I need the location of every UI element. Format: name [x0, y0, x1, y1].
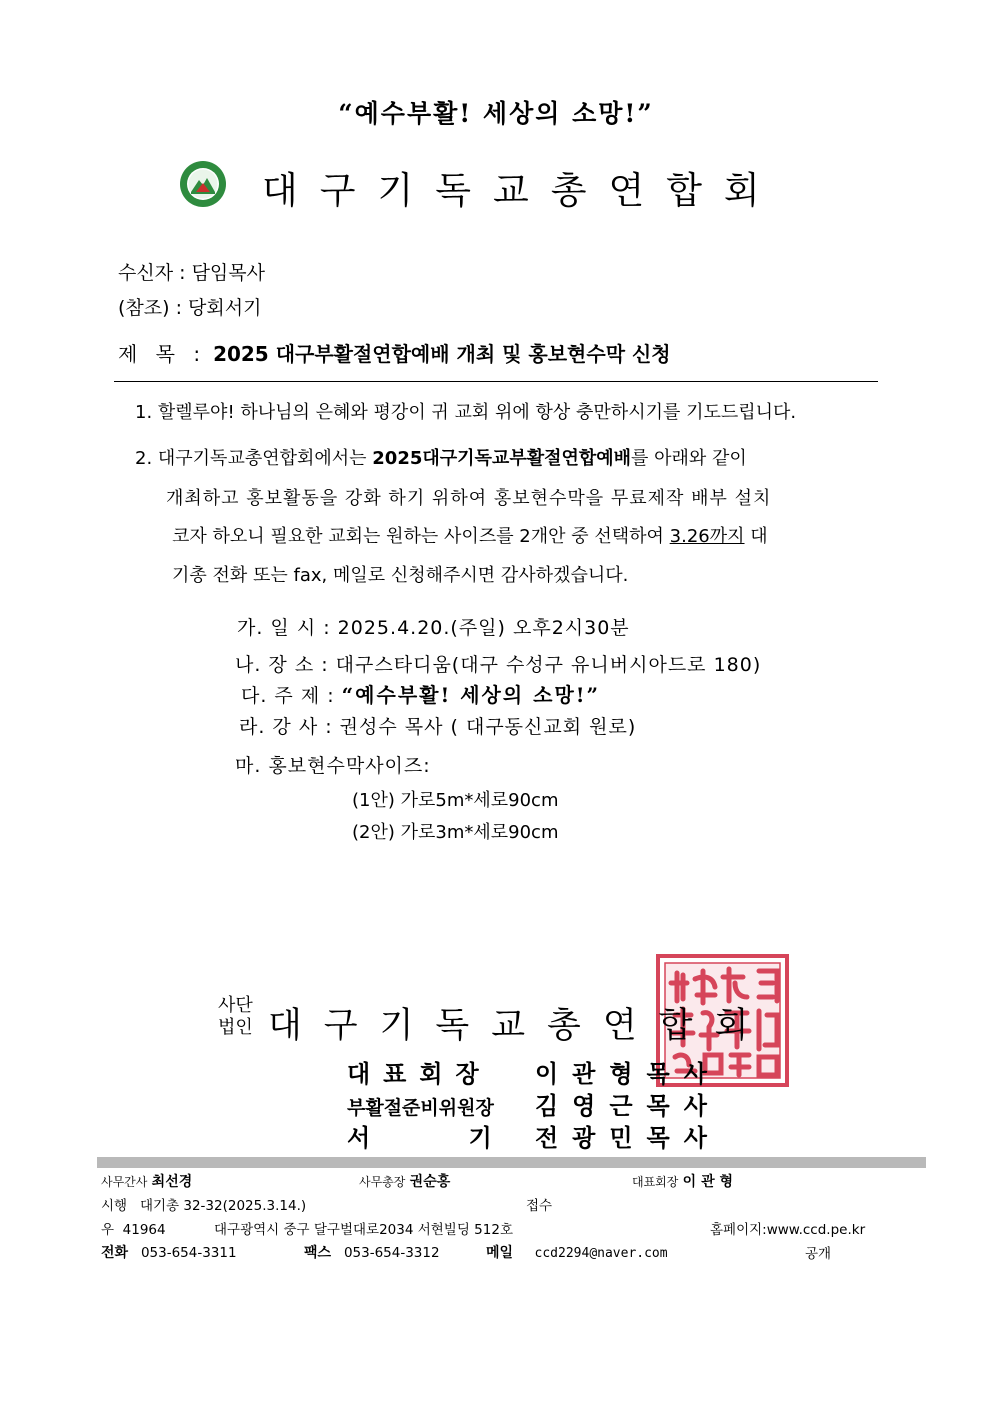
- signer-committee-chair: [347, 1086, 721, 1121]
- doc-number: 대기총 32-32(2025.3.14.): [139, 1198, 307, 1214]
- postal-label: 우: [101, 1222, 115, 1238]
- detail-theme-value: “예수부활! 세상의 소망!”: [341, 683, 601, 707]
- detail-date-value: 2025.4.20.(주일) 오후2시30분: [337, 617, 630, 639]
- org-title: 대구기독교총연합회: [262, 169, 782, 212]
- clerk-label: 사무간사: [101, 1175, 148, 1189]
- phone-label: 전화: [101, 1245, 129, 1261]
- banner-size-option-2: (2안) 가로3m*세로90cm: [352, 822, 559, 843]
- recipient-row: [118, 258, 265, 285]
- subject-label: 제 목 :: [118, 342, 207, 366]
- daegu-logo-icon: [179, 160, 227, 208]
- signer-role: 부활절준비위원장: [347, 1097, 494, 1119]
- corporation-label-line-1: 사단: [218, 995, 253, 1016]
- footer-address: 대구광역시 중구 달구벌대로2034 서현빌딩 512호: [214, 1222, 513, 1238]
- signer-name: 이관형목사: [535, 1059, 721, 1088]
- detail-place: [235, 650, 761, 677]
- paragraph-2-line-2: 개최하고 홍보활동을 강화 하기 위하여 홍보현수막을 무료제작 배부 설치: [166, 488, 772, 509]
- footer-phone: [101, 1242, 237, 1262]
- detail-speaker-label: 라. 강 사 :: [239, 716, 333, 738]
- paragraph-2-line-1: [135, 444, 747, 470]
- president-name: 이 관 형: [682, 1174, 733, 1190]
- detail-theme: [241, 679, 600, 708]
- detail-date: [237, 613, 630, 640]
- signer-name: 김영근목사: [535, 1091, 721, 1120]
- p2-prefix: 2. 대구기독교총연합회에서는: [135, 448, 373, 469]
- divider: [114, 381, 878, 382]
- recipient-label: 수신자 :: [118, 262, 186, 284]
- signer-president: [347, 1054, 721, 1089]
- reference-value: 당회서기: [188, 297, 262, 319]
- phone-number: 053-654-3311: [140, 1245, 237, 1261]
- footer-secretary-general: [359, 1171, 450, 1191]
- banner-size-option-1: (1안) 가로5m*세로90cm: [352, 790, 559, 811]
- footer-postal: [101, 1218, 166, 1238]
- detail-speaker-value: 권성수 목사 ( 대구동신교회 원로): [339, 716, 637, 738]
- p2-line3-prefix: 코자 하오니 필요한 교회는 원하는 사이즈를 2개안 중 선택하여: [172, 526, 670, 547]
- clerk-name: 최선경: [151, 1174, 193, 1190]
- detail-banner-size: 마. 홍보현수막사이즈:: [235, 755, 431, 777]
- org-name-signature: 대구기독교총연합회: [268, 1006, 771, 1046]
- p2-suffix: 를 아래와 같이: [631, 448, 747, 469]
- footer-homepage[interactable]: 홈페이지:www.ccd.pe.kr: [710, 1222, 866, 1238]
- subject-row: [118, 338, 671, 367]
- reference-label: (참조) :: [118, 297, 182, 319]
- footer-doc-number: [101, 1194, 306, 1214]
- fax-number: 053-654-3312: [343, 1245, 440, 1261]
- email-address[interactable]: ccd2294@naver.com: [534, 1246, 668, 1261]
- footer-public: 공개: [805, 1246, 832, 1262]
- doc-label: 시행: [101, 1198, 128, 1214]
- slogan: “예수부활! 세상의 소망!”: [338, 99, 654, 128]
- secretary-label: 사무총장: [359, 1175, 406, 1189]
- p2-line3-suffix: 대: [744, 526, 768, 547]
- paragraph-2-line-3: [172, 522, 768, 548]
- fax-label: 팩스: [304, 1245, 332, 1261]
- footer-bar: [97, 1157, 926, 1168]
- reference-row: [118, 293, 261, 320]
- detail-place-value: 대구스타디움(대구 수성구 유니버시아드로 180): [335, 654, 762, 676]
- paragraph-2-line-4: 기총 전화 또는 fax, 메일로 신청해주시면 감사하겠습니다.: [172, 565, 629, 586]
- corporation-label-line-2: 법인: [218, 1017, 253, 1038]
- footer-president: [632, 1171, 733, 1191]
- footer-clerk: [101, 1171, 192, 1191]
- subject-value: 2025 대구부활절연합예배 개최 및 홍보현수막 신청: [213, 342, 671, 366]
- detail-theme-label: 다. 주 제 :: [241, 685, 335, 707]
- signer-name: 전광민목사: [535, 1123, 721, 1152]
- signer-role: 서 기: [347, 1123, 505, 1152]
- postal-code: 41964: [122, 1222, 166, 1238]
- deadline: 3.26까지: [669, 526, 745, 547]
- signer-secretary: [347, 1118, 721, 1153]
- signer-role: 대표회장: [347, 1059, 492, 1088]
- corporation-label: [218, 995, 253, 1039]
- detail-speaker: [239, 712, 636, 739]
- p2-event-name: 2025대구기독교부활절연합예배: [372, 448, 632, 469]
- paragraph-1: 1. 할렐루야! 하나님의 은혜와 평강이 귀 교회 위에 항상 충만하시기를 기도드립니다.: [135, 402, 797, 423]
- footer-fax: [304, 1242, 440, 1262]
- secretary-name: 권순홍: [409, 1174, 451, 1190]
- detail-date-label: 가. 일 시 :: [237, 617, 331, 639]
- recipient-value: 담임목사: [191, 262, 265, 284]
- detail-place-label: 나. 장 소 :: [235, 654, 329, 676]
- president-label: 대표회장: [632, 1175, 679, 1189]
- footer-email: [486, 1242, 668, 1262]
- email-label: 메일: [486, 1245, 514, 1261]
- footer-receipt: 접수: [526, 1198, 553, 1214]
